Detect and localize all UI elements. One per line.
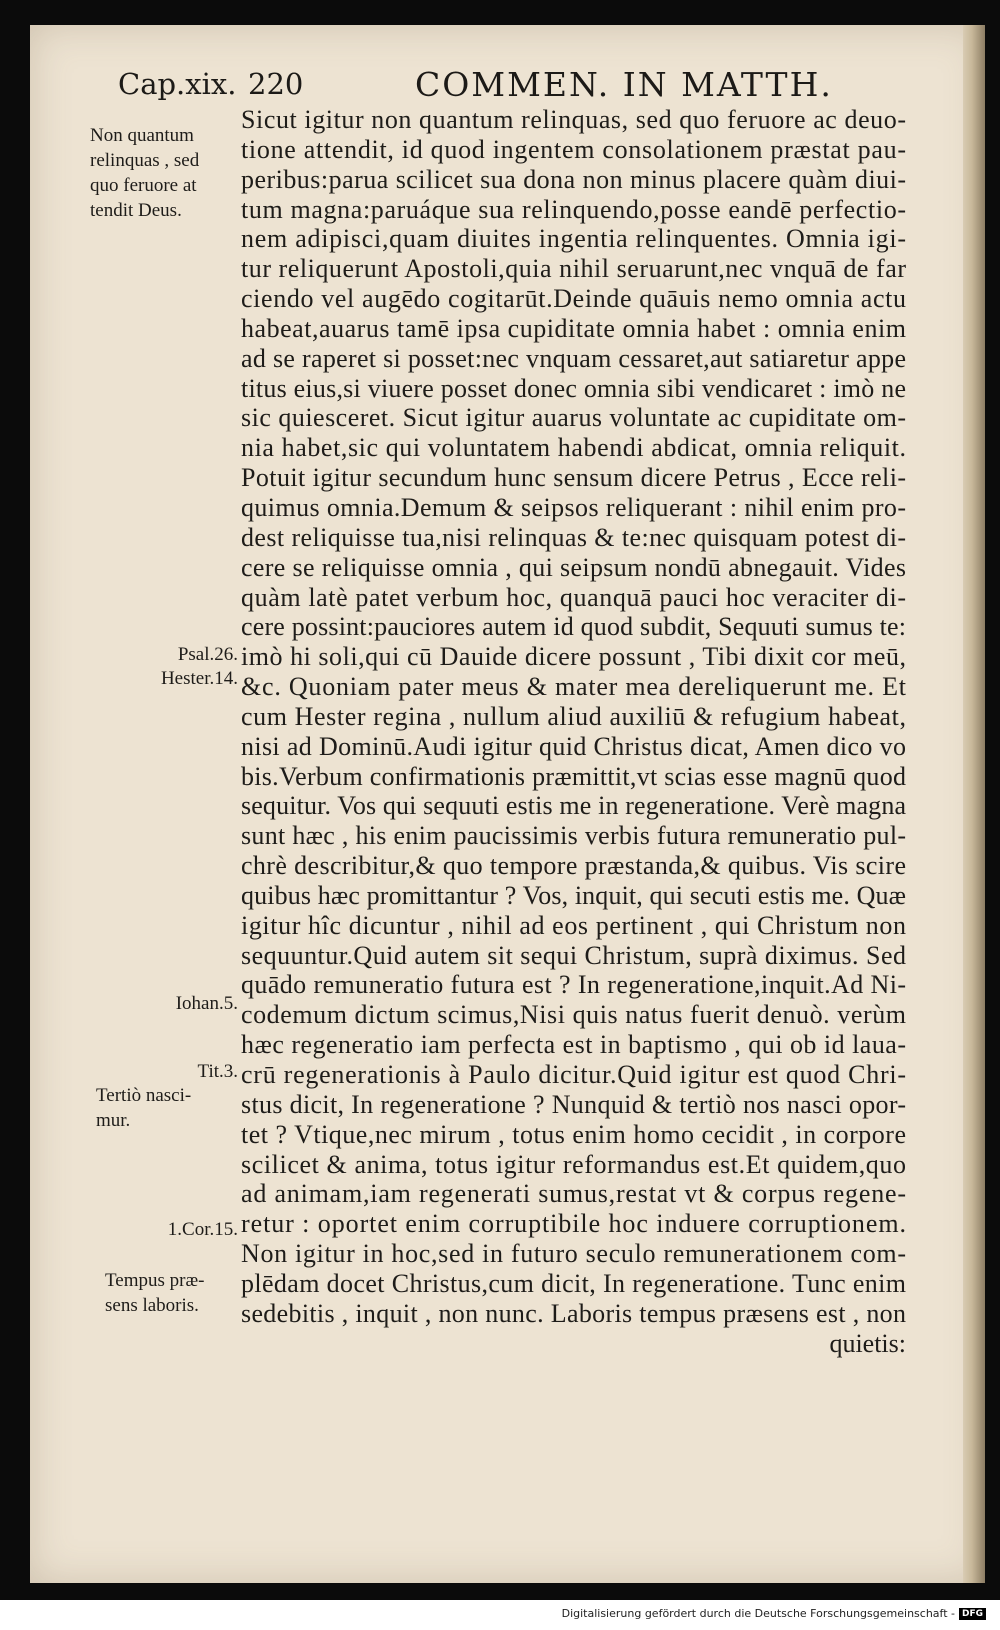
text-line: ad animam,iam regenerati sumus,restat vt & corpus regene- [241,1179,907,1209]
margin-note-line: Non quantum [90,125,194,146]
margin-ref-corinthians: 1.Cor.15. [167,1219,238,1240]
margin-note-line: Tertiò nasci- [96,1085,192,1106]
text-line: stus dicit, In regeneratione ? Nunquid & tertiò nos nasci opor- [241,1089,907,1119]
text-line: quādo remuneratio futura est ? In regeneratione,inquit.Ad Ni- [241,970,907,1000]
text-line: sequitur. Vos qui sequuti estis me in regeneratione. Verè magna [241,791,907,821]
text-line: cere possint:pauciores autem id quod subdit, Sequuti sumus te: [241,612,907,642]
text-line: habeat,auarus tamē ipsa cupiditate omnia habet : omnia enim [241,313,907,343]
text-line: tet ? Vtique,nec mirum , totus enim homo cecidit , in corpore [241,1119,907,1149]
text-line: ad se raperet si posset:nec vnquam cessaret,aut satiaretur appe [241,343,907,373]
chapter-heading: Cap.xix. [118,67,237,101]
text-line: tum magna:paruáque sua relinquendo,posse eandē perfectio- [241,194,907,224]
text-line: cum Hester regina , nullum aliud auxiliū & refugium habeat, [241,701,907,731]
margin-note-line: relinquas , sed [90,150,200,171]
text-line: plēdam docet Christus,cum dicit, In regeneratione. Tunc enim [241,1268,907,1298]
text-line: Potuit igitur secundum hunc sensum dicere Petrus , Ecce reli- [241,463,907,493]
text-line: retur : oportet enim corruptibile hoc induere corruptionem. [241,1209,907,1239]
text-line: sic quiesceret. Sicut igitur auarus voluntate ac cupiditate om- [241,403,907,433]
text-line: nisi ad Dominū.Audi igitur quid Christus dicat, Amen dico vo [241,731,907,761]
text-line: sedebitis , inquit , non nunc. Laboris tempus præsens est , non [241,1298,907,1328]
text-line: cere se reliquisse omnia , qui seipsum nondū abnegauit. Vides [241,552,907,582]
main-text [241,105,906,1358]
text-line: sunt hæc , his enim paucissimis verbis futura remuneratio pul- [241,821,907,851]
folio-number: 220 [248,67,304,101]
text-line: peribus:parua scilicet sua dona non minus placere quàm diui- [241,164,907,194]
book-page [30,25,985,1583]
text-line: codemum dictum scimus,Nisi quis natus fuerit denuò. verùm [241,1000,907,1030]
text-line: quietis: [829,1328,906,1358]
margin-note-non-quantum [90,123,199,223]
margin-ref-hester: Hester.14. [160,668,238,689]
text-line: titus eius,si viuere posset donec omnia sibi vendicaret : imò ne [241,373,907,403]
text-line: sequuntur.Quid autem sit sequi Christum, suprà diximus. Sed [241,940,907,970]
credit-text: Digitalisierung gefördert durch die Deutsche Forschungsgemeinschaft - [561,1607,955,1620]
text-line: igitur hîc dicuntur , nihil ad eos pertinent , qui Christum non [241,910,907,940]
margin-ref-iohan: Iohan.5. [175,993,238,1014]
text-line: tur reliquerunt Apostoli,quia nihil seruarunt,nec vnquā de far [241,254,907,284]
margin-ref-psalm: Psal.26. [177,644,238,665]
margin-note-tempus [105,1268,204,1318]
margin-note-line: mur. [96,1110,131,1131]
margin-note-line: Tempus præ- [105,1270,205,1291]
text-line: quimus omnia.Demum & seipsos reliquerant : nihil enim pro- [241,492,907,522]
text-line: &c. Quoniam pater meus & mater mea dereliquerunt me. Et [241,672,907,702]
text-line: Sicut igitur non quantum relinquas, sed quo feruore ac deuo- [241,105,907,134]
margin-note-line: sens laboris. [105,1295,199,1316]
text-line: imò hi soli,qui cū Dauide dicere possunt , Tibi dixit cor meū, [241,642,907,672]
text-line: ciendo vel augēdo cogitarūt.Deinde quāuis nemo omnia actu [241,284,907,314]
text-line: chrè describitur,& quo tempore præstanda,& quibus. Vis scire [241,851,907,881]
page-header [118,65,918,110]
text-line: hæc regeneratio iam perfecta est in baptismo , qui ob id laua- [241,1030,907,1060]
margin-note-line: tendit Deus. [90,200,182,221]
margin-note-line: quo feruore at [90,175,197,196]
margin-note-tertio [96,1083,191,1133]
page-edge [963,25,985,1583]
text-line: dest reliquisse tua,nisi relinquas & te:nec quisquam potest di- [241,522,907,552]
text-line: quibus hæc promittantur ? Vos, inquit, qui secuti estis me. Quæ [241,880,907,910]
text-line: Non igitur in hoc,sed in futuro seculo remunerationem com- [241,1239,907,1269]
dfg-logo: DFG [959,1608,986,1620]
text-line: scilicet & anima, totus igitur reformandus est.Et quidem,quo [241,1149,907,1179]
running-head: COMMEN. IN MATTH. [415,65,833,104]
text-line: bis.Verbum confirmationis præmittit,vt scias esse magnū quod [241,761,907,791]
digitization-credit [562,1607,986,1620]
text-line: tione attendit, id quod ingentem consolationem præstat pau- [241,134,907,164]
text-line: nem adipisci,quam diuites ingentia relinquentes. Omnia igi- [241,224,907,254]
text-line: quàm latè patet verbum hoc, quanquā pauci hoc veraciter di- [241,582,907,612]
margin-ref-titus: Tit.3. [197,1061,238,1082]
text-line: crū regenerationis à Paulo dicitur.Quid igitur est quod Chri- [241,1060,907,1089]
text-line: nia habet,sic qui voluntatem habendi abdicat, omnia reliquit. [241,433,907,463]
